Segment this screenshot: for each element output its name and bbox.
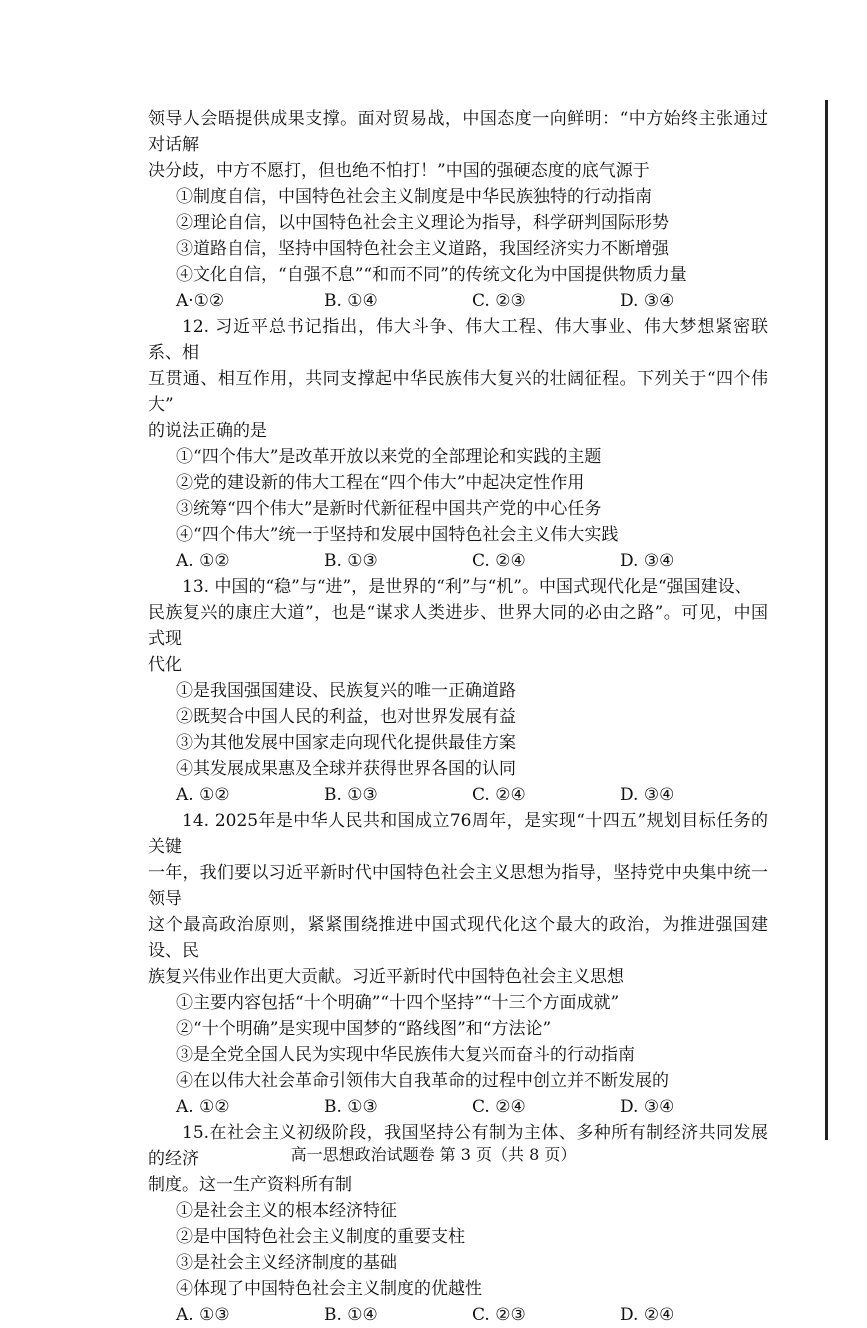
- question-13: [148, 574, 768, 808]
- choice-d: D. ③④: [620, 551, 675, 571]
- choice-a: A. ①②: [176, 551, 230, 571]
- statement-option: ①主要内容包括“十个明确”“十四个坚持”“十三个方面成就”: [176, 993, 620, 1013]
- choice-b: B. ①③: [324, 551, 378, 571]
- answer-choices: [148, 288, 768, 314]
- choice-c: C. ②④: [472, 785, 526, 805]
- choice-a: A·①②: [176, 291, 225, 311]
- choice-c: C. ②④: [472, 1097, 526, 1117]
- question-text-line: 13. 中国的“稳”与“进”，是世界的“利”与“机”。中国式现代化是“强国建设、: [182, 577, 752, 597]
- question-12: [148, 314, 768, 574]
- choice-a: A. ①②: [176, 1097, 230, 1117]
- question-text-line: 决分歧，中方不愿打，但也绝不怕打！”中国的强硬态度的底气源于: [148, 161, 650, 181]
- choice-b: B. ①③: [324, 1097, 378, 1117]
- statement-option: ②“十个明确”是实现中国梦的“路线图”和“方法论”: [176, 1019, 552, 1039]
- choice-b: B. ①④: [324, 291, 378, 311]
- choice-b: B. ①④: [324, 1305, 378, 1325]
- question-11: [148, 106, 768, 314]
- statement-option: ②理论自信，以中国特色社会主义理论为指导，科学研判国际形势: [176, 213, 669, 233]
- choice-c: C. ②③: [472, 1305, 526, 1325]
- page-footer: 高一思想政治试题卷 第 3 页（共 8 页）: [290, 1145, 577, 1164]
- statement-option: ④在以伟大社会革命引领伟大自我革命的过程中创立并不断发展的: [176, 1071, 669, 1091]
- question-text-line: 民族复兴的康庄大道”，也是“谋求人类进步、世界大同的必由之路”。可见，中国式现: [148, 603, 768, 649]
- choice-b: B. ①③: [324, 785, 378, 805]
- statement-option: ①是社会主义的根本经济特征: [176, 1201, 397, 1221]
- statement-option: ②党的建设新的伟大工程在“四个伟大”中起决定性作用: [176, 473, 585, 493]
- statement-option: ①制度自信，中国特色社会主义制度是中华民族独特的行动指南: [176, 187, 652, 207]
- choice-a: A. ①③: [176, 1305, 230, 1325]
- question-text-line: 12. 习近平总书记指出，伟大斗争、伟大工程、伟大事业、伟大梦想紧密联系、相: [148, 317, 768, 363]
- statement-option: ③道路自信，坚持中国特色社会主义道路，我国经济实力不断增强: [176, 239, 669, 259]
- statement-option: ③统筹“四个伟大”是新时代新征程中国共产党的中心任务: [176, 499, 602, 519]
- answer-choices: [148, 782, 768, 808]
- choice-c: C. ②③: [472, 291, 526, 311]
- choice-a: A. ①②: [176, 785, 230, 805]
- statement-option: ④“四个伟大”统一于坚持和发展中国特色社会主义伟大实践: [176, 525, 619, 545]
- answer-choices: [148, 548, 768, 574]
- statement-option: ④文化自信，“自强不息”“和而不同”的传统文化为中国提供物质力量: [176, 265, 687, 285]
- statement-option: ③是社会主义经济制度的基础: [176, 1253, 397, 1273]
- binding-line: [825, 100, 828, 1140]
- choice-d: D. ③④: [620, 291, 675, 311]
- answer-choices: [148, 1094, 768, 1120]
- statement-option: ③是全党全国人民为实现中华民族伟大复兴而奋斗的行动指南: [176, 1045, 635, 1065]
- question-text-line: 族复兴伟业作出更大贡献。习近平新时代中国特色社会主义思想: [148, 967, 624, 987]
- statement-option: ④其发展成果惠及全球并获得世界各国的认同: [176, 759, 516, 779]
- statement-option: ②既契合中国人民的利益，也对世界发展有益: [176, 707, 516, 727]
- question-text-line: 15.在社会主义初级阶段，我国坚持公有制为主体、多种所有制经济共同发展的经济: [148, 1123, 768, 1169]
- answer-choices: [148, 1302, 768, 1328]
- question-text-line: 互贯通、相互作用，共同支撑起中华民族伟大复兴的壮阔征程。下列关于“四个伟大”: [148, 369, 768, 415]
- statement-option: ①“四个伟大”是改革开放以来党的全部理论和实践的主题: [176, 447, 602, 467]
- statement-option: ④体现了中国特色社会主义制度的优越性: [176, 1279, 482, 1299]
- question-text-line: 制度。这一生产资料所有制: [148, 1175, 352, 1195]
- choice-d: D. ③④: [620, 785, 675, 805]
- question-text-line: 领导人会晤提供成果支撑。面对贸易战，中国态度一向鲜明：“中方始终主张通过对话解: [148, 109, 768, 155]
- choice-d: D. ②④: [620, 1305, 675, 1325]
- question-text-line: 14. 2025年是中华人民共和国成立76周年，是实现“十四五”规划目标任务的关键: [148, 811, 768, 857]
- question-14: [148, 808, 768, 1120]
- statement-option: ③为其他发展中国家走向现代化提供最佳方案: [176, 733, 516, 753]
- choice-c: C. ②④: [472, 551, 526, 571]
- question-text-line: 这个最高政治原则，紧紧围绕推进中国式现代化这个最大的政治，为推进强国建设、民: [148, 915, 768, 961]
- statement-option: ①是我国强国建设、民族复兴的唯一正确道路: [176, 681, 516, 701]
- choice-d: D. ③④: [620, 1097, 675, 1117]
- question-text-line: 的说法正确的是: [148, 421, 267, 441]
- question-text-line: 一年，我们要以习近平新时代中国特色社会主义思想为指导，坚持党中央集中统一领导: [148, 863, 768, 909]
- statement-option: ②是中国特色社会主义制度的重要支柱: [176, 1227, 465, 1247]
- question-text-line: 代化: [148, 655, 182, 675]
